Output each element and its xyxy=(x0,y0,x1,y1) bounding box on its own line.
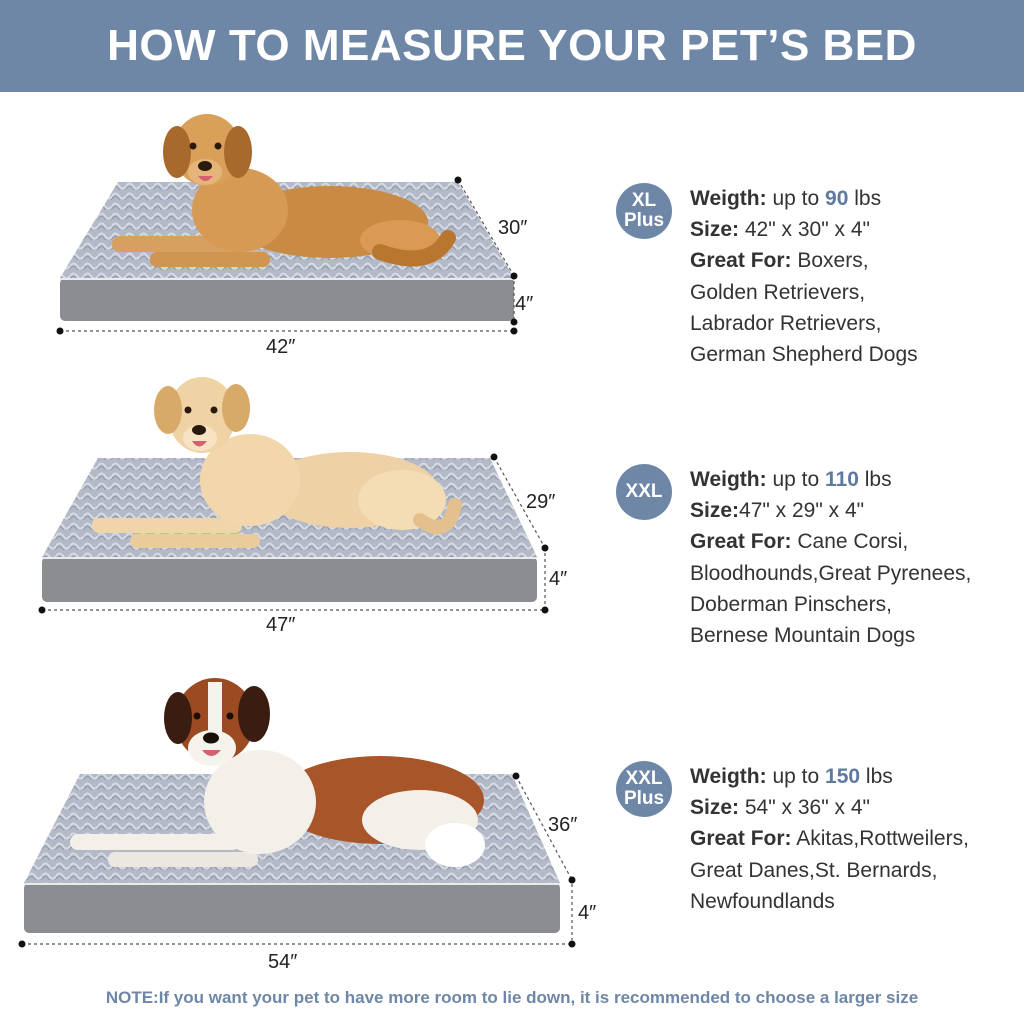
great-for-row xyxy=(690,245,918,276)
great-for-label: Great For: xyxy=(690,530,792,554)
bed-xxl-plus xyxy=(19,678,576,948)
size-value: 42" x 30" x 4" xyxy=(744,218,870,242)
dim-width: 30″ xyxy=(498,217,528,239)
size-label: Size: xyxy=(690,796,740,820)
dog-st-bernard xyxy=(70,678,485,867)
page-title: HOW TO MEASURE YOUR PET’S BED xyxy=(107,21,917,70)
bed-base xyxy=(24,883,560,933)
size-row xyxy=(690,495,971,526)
size-badge xyxy=(616,464,672,520)
breed-line: Labrador Retrievers, xyxy=(690,311,882,335)
breed-line: Bernese Mountain Dogs xyxy=(690,624,916,648)
weight-label: Weigth: xyxy=(690,187,767,210)
weight-value: 110 xyxy=(825,468,859,491)
weight-unit: lbs xyxy=(864,468,892,491)
spec-block-xxl-plus xyxy=(690,761,969,917)
dim-height: 4″ xyxy=(515,293,534,315)
great-for-row xyxy=(690,823,969,854)
size-label: Size: xyxy=(690,499,740,523)
dim-height: 4″ xyxy=(578,902,597,924)
dim-width: 36″ xyxy=(548,814,578,836)
breed-line: Golden Retrievers, xyxy=(690,280,866,304)
weight-value: 150 xyxy=(825,765,861,788)
weight-row xyxy=(690,183,918,214)
size-badge xyxy=(616,761,672,817)
size-value: 54" x 36" x 4" xyxy=(744,796,870,820)
breed-line: Akitas,Rottweilers, xyxy=(796,827,969,851)
weight-row xyxy=(690,464,971,495)
dim-length: 54″ xyxy=(268,951,298,973)
dim-width: 29″ xyxy=(526,491,556,513)
breed-line: Boxers, xyxy=(797,249,869,273)
breed-line: German Shepherd Dogs xyxy=(690,343,918,367)
weight-prefix: up to xyxy=(772,187,820,210)
breed-line: Doberman Pinschers, xyxy=(690,592,892,616)
breed-line: Newfoundlands xyxy=(690,889,835,913)
weight-prefix: up to xyxy=(772,468,820,491)
spec-block-xxl xyxy=(690,464,971,651)
weight-row xyxy=(690,761,969,792)
weight-value: 90 xyxy=(825,187,849,210)
great-for-label: Great For: xyxy=(690,827,792,851)
bed-base xyxy=(42,557,537,602)
badge-line: Plus xyxy=(623,210,665,231)
header-banner xyxy=(0,0,1024,92)
weight-unit: lbs xyxy=(854,187,882,210)
bed-xxl xyxy=(39,377,549,614)
badge-line: Plus xyxy=(623,788,665,809)
size-value: 47" x 29" x 4" xyxy=(739,499,865,523)
bed-xl-plus xyxy=(57,114,518,335)
weight-prefix: up to xyxy=(772,765,820,788)
breed-line: Great Danes,St. Bernards, xyxy=(690,858,938,882)
footer-note: NOTE:If you want your pet to have more room to lie down, it is recommended to choose a larger size xyxy=(105,988,919,1007)
badge-line: XXL xyxy=(625,481,663,502)
badge-line: XXL xyxy=(625,768,663,789)
size-badge xyxy=(616,183,672,239)
weight-label: Weigth: xyxy=(690,468,767,491)
weight-unit: lbs xyxy=(865,765,893,788)
weight-label: Weigth: xyxy=(690,765,767,788)
dim-length: 47″ xyxy=(266,614,296,636)
badge-line: XL xyxy=(631,190,657,211)
great-for-row xyxy=(690,526,971,557)
bed-base xyxy=(60,278,514,321)
size-row xyxy=(690,792,969,823)
breed-line: Bloodhounds,Great Pyrenees, xyxy=(690,561,972,585)
dim-height: 4″ xyxy=(549,568,568,590)
great-for-label: Great For: xyxy=(690,249,792,273)
size-row xyxy=(690,214,918,245)
spec-block-xl-plus xyxy=(690,183,918,370)
dim-length: 42″ xyxy=(266,336,296,358)
size-label: Size: xyxy=(690,218,740,242)
breed-line: Cane Corsi, xyxy=(797,530,909,554)
